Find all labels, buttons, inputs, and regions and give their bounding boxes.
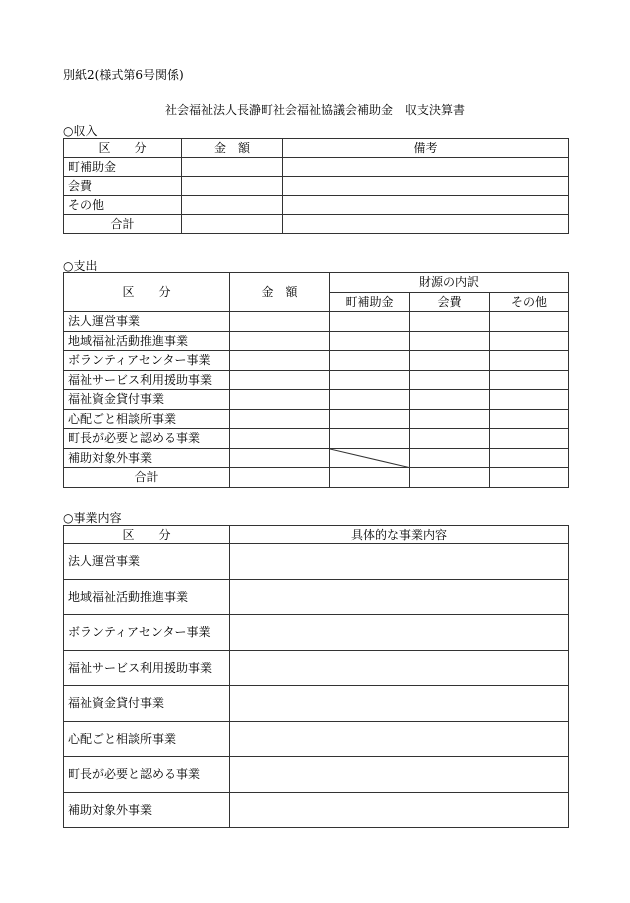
table-row xyxy=(64,409,569,429)
expense-cell[interactable] xyxy=(230,429,330,449)
content-row-label: 福祉資金貸付事業 xyxy=(64,686,230,722)
expense-cell[interactable] xyxy=(330,370,410,390)
table-row xyxy=(64,686,569,722)
table-row xyxy=(64,158,569,177)
content-row-label: 法人運営事業 xyxy=(64,544,230,580)
table-row xyxy=(64,351,569,371)
expense-row-label: 福祉サービス利用援助事業 xyxy=(64,370,230,390)
expense-subheader-membership-fee: 会費 xyxy=(410,292,490,312)
expense-cell[interactable] xyxy=(490,468,569,488)
income-remarks-cell[interactable] xyxy=(283,196,569,215)
expense-cell[interactable] xyxy=(230,448,330,468)
table-row xyxy=(64,792,569,828)
expense-heading: ○支出 xyxy=(63,259,98,273)
income-row-label: 町補助金 xyxy=(64,158,182,177)
expense-cell[interactable] xyxy=(330,468,410,488)
expense-cell[interactable] xyxy=(230,370,330,390)
content-detail-cell[interactable] xyxy=(230,757,569,793)
table-row xyxy=(64,429,569,449)
table-row xyxy=(64,448,569,468)
content-header-category: 区 分 xyxy=(64,526,230,544)
expense-cell[interactable] xyxy=(230,331,330,351)
income-total-remarks-cell[interactable] xyxy=(283,215,569,234)
income-remarks-cell[interactable] xyxy=(283,158,569,177)
expense-cell[interactable] xyxy=(410,370,490,390)
income-header-remarks: 備考 xyxy=(283,139,569,158)
income-row-label: その他 xyxy=(64,196,182,215)
expense-cell[interactable] xyxy=(230,468,330,488)
expense-cell[interactable] xyxy=(330,409,410,429)
expense-cell[interactable] xyxy=(330,331,410,351)
content-detail-cell[interactable] xyxy=(230,721,569,757)
income-amount-cell[interactable] xyxy=(182,158,283,177)
expense-cell[interactable] xyxy=(410,351,490,371)
expense-cell[interactable] xyxy=(410,331,490,351)
expense-cell[interactable] xyxy=(230,390,330,410)
expense-row-label: 地域福祉活動推進事業 xyxy=(64,331,230,351)
table-row xyxy=(64,177,569,196)
expense-table xyxy=(63,272,569,488)
expense-cell[interactable] xyxy=(410,409,490,429)
diagonal-strike-line xyxy=(330,449,409,468)
income-total-label: 合計 xyxy=(64,215,182,234)
content-row-label: 補助対象外事業 xyxy=(64,792,230,828)
content-heading: ○事業内容 xyxy=(63,511,122,525)
expense-header-category: 区 分 xyxy=(64,273,230,312)
expense-cell[interactable] xyxy=(490,312,569,332)
expense-cell[interactable] xyxy=(330,390,410,410)
expense-subheader-other: その他 xyxy=(490,292,569,312)
struck-out-cell xyxy=(330,448,410,468)
content-table xyxy=(63,525,569,828)
content-detail-cell[interactable] xyxy=(230,792,569,828)
content-header-detail: 具体的な事業内容 xyxy=(230,526,569,544)
table-row xyxy=(64,615,569,651)
income-table xyxy=(63,138,569,234)
table-row xyxy=(64,331,569,351)
expense-cell[interactable] xyxy=(330,312,410,332)
expense-row-label: 法人運営事業 xyxy=(64,312,230,332)
expense-cell[interactable] xyxy=(230,409,330,429)
expense-cell[interactable] xyxy=(490,409,569,429)
income-amount-cell[interactable] xyxy=(182,196,283,215)
expense-cell[interactable] xyxy=(490,390,569,410)
expense-cell[interactable] xyxy=(410,429,490,449)
content-row-label: 地域福祉活動推進事業 xyxy=(64,579,230,615)
expense-row-label: 心配ごと相談所事業 xyxy=(64,409,230,429)
income-row-label: 会費 xyxy=(64,177,182,196)
income-total-amount-cell[interactable] xyxy=(182,215,283,234)
expense-subheader-town-subsidy: 町補助金 xyxy=(330,292,410,312)
expense-row-label: ボランティアセンター事業 xyxy=(64,351,230,371)
table-row xyxy=(64,544,569,580)
expense-total-label: 合計 xyxy=(64,468,230,488)
expense-cell[interactable] xyxy=(230,312,330,332)
form-reference: 別紙2(様式第6号関係) xyxy=(63,68,184,82)
content-detail-cell[interactable] xyxy=(230,579,569,615)
expense-row-label: 町長が必要と認める事業 xyxy=(64,429,230,449)
expense-cell[interactable] xyxy=(330,351,410,371)
expense-cell[interactable] xyxy=(490,351,569,371)
expense-cell[interactable] xyxy=(490,331,569,351)
income-remarks-cell[interactable] xyxy=(283,177,569,196)
expense-row-label: 補助対象外事業 xyxy=(64,448,230,468)
table-row xyxy=(64,196,569,215)
expense-row-label: 福祉資金貸付事業 xyxy=(64,390,230,410)
table-row xyxy=(64,370,569,390)
table-row xyxy=(64,390,569,410)
income-heading: ○収入 xyxy=(63,124,98,138)
content-row-label: ボランティアセンター事業 xyxy=(64,615,230,651)
content-row-label: 町長が必要と認める事業 xyxy=(64,757,230,793)
expense-header-amount: 金 額 xyxy=(230,273,330,312)
expense-cell[interactable] xyxy=(490,370,569,390)
expense-cell[interactable] xyxy=(330,429,410,449)
expense-cell[interactable] xyxy=(230,351,330,371)
content-detail-cell[interactable] xyxy=(230,686,569,722)
table-row xyxy=(64,757,569,793)
expense-cell[interactable] xyxy=(410,468,490,488)
table-row xyxy=(64,468,569,488)
expense-cell[interactable] xyxy=(410,312,490,332)
content-row-label: 福祉サービス利用援助事業 xyxy=(64,650,230,686)
income-header-amount: 金 額 xyxy=(182,139,283,158)
expense-cell[interactable] xyxy=(410,390,490,410)
table-row xyxy=(64,312,569,332)
content-detail-cell[interactable] xyxy=(230,615,569,651)
income-header-category: 区 分 xyxy=(64,139,182,158)
table-row xyxy=(64,215,569,234)
table-row xyxy=(64,579,569,615)
table-row xyxy=(64,650,569,686)
content-detail-cell[interactable] xyxy=(230,544,569,580)
expense-cell[interactable] xyxy=(490,429,569,449)
expense-cell[interactable] xyxy=(490,448,569,468)
document-title: 社会福祉法人長瀞町社会福祉協議会補助金 収支決算書 xyxy=(164,103,465,117)
content-detail-cell[interactable] xyxy=(230,650,569,686)
table-row xyxy=(64,721,569,757)
expense-header-breakdown: 財源の内訳 xyxy=(330,273,569,293)
content-row-label: 心配ごと相談所事業 xyxy=(64,721,230,757)
income-amount-cell[interactable] xyxy=(182,177,283,196)
expense-cell[interactable] xyxy=(410,448,490,468)
